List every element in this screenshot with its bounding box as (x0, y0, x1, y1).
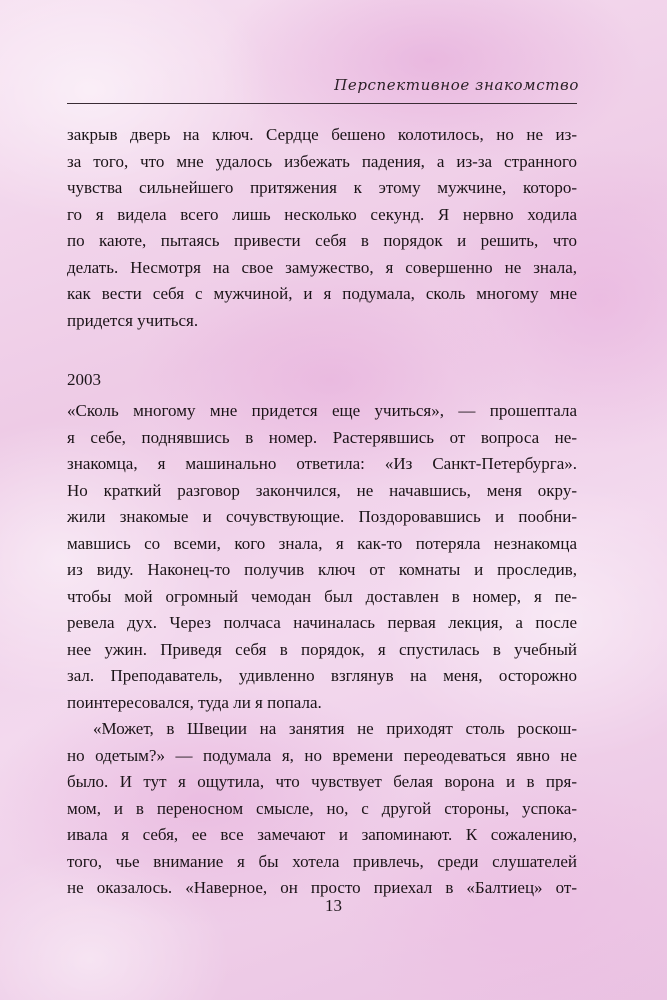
paragraph-continuation (67, 122, 577, 334)
text-line: го я видела всего лишь несколько секунд. Я нервно ходила (67, 204, 577, 224)
text-line: жили знакомые и сочувствующие. Поздоровавшись и пообни- (67, 507, 577, 526)
text-line: поинтересовался, туда ли я попала. (67, 692, 322, 712)
text-line: было. И тут я ощутила, что чувствует белая ворона и в пря- (67, 772, 577, 791)
text-line: как вести себя с мужчиной, и я подумала, сколь многому мне (67, 284, 577, 303)
text-line: ревела дух. Через полчаса начиналась первая лекция, а после (67, 613, 577, 632)
text-line: нее ужин. Приведя себя в порядок, я спустилась в учебный (67, 639, 577, 659)
text-line: «Сколь многому мне придется еще учиться», — прошептала (67, 401, 577, 420)
text-line: но одетым?» — подумала я, но времени переодеваться явно не (67, 745, 577, 765)
text-line: зал. Преподаватель, удивленно взглянув на меня, осторожно (67, 666, 577, 685)
text-line: не оказалось. «Наверное, он просто приехал в «Балтиец» от- (67, 878, 577, 897)
text-line: мавшись со всеми, кого знала, я как-то потеряла незнакомца (67, 533, 577, 553)
text-line: ивала я себя, ее все замечают и запоминают. К сожалению, (67, 825, 577, 844)
text-line: за того, что мне удалось избежать падения, а из-за странного (67, 151, 577, 171)
text-line: того, чье внимание я бы хотела привлечь, среди слушателей (67, 851, 577, 871)
text-line: чувства сильнейшего притяжения к этому мужчине, которо- (67, 178, 577, 197)
text-line: чтобы мой огромный чемодан был доставлен в номер, я пе- (67, 586, 577, 606)
text-line: Но краткий разговор закончился, не начавшись, меня окру- (67, 480, 577, 500)
text-line: знакомца, я машинально ответила: «Из Санкт-Петербурга». (67, 454, 577, 473)
text-line: «Может, в Швеции на занятия не приходят столь роскош- (93, 719, 577, 738)
text-line: делать. Несмотря на свое замужество, я совершенно не знала, (67, 257, 577, 277)
text-line: придется учиться. (67, 310, 199, 330)
text-line: я себе, поднявшись в номер. Растерявшись от вопроса не- (67, 427, 577, 447)
section-body (67, 398, 577, 902)
running-header: Перспективное знакомство (334, 76, 579, 94)
text-line: из виду. Наконец-то получив ключ от комнаты и проследив, (67, 560, 577, 579)
text-line: по каюте, пытаясь привести себя в порядок и решить, что (67, 231, 577, 250)
text-line: закрыв дверь на ключ. Сердце бешено колотилось, но не из- (67, 125, 577, 144)
section-heading: 2003 (67, 370, 101, 389)
text-line: мом, и в переносном смысле, но, с другой стороны, успока- (67, 798, 577, 818)
page-number: 13 (325, 896, 342, 915)
header-rule (67, 103, 577, 104)
